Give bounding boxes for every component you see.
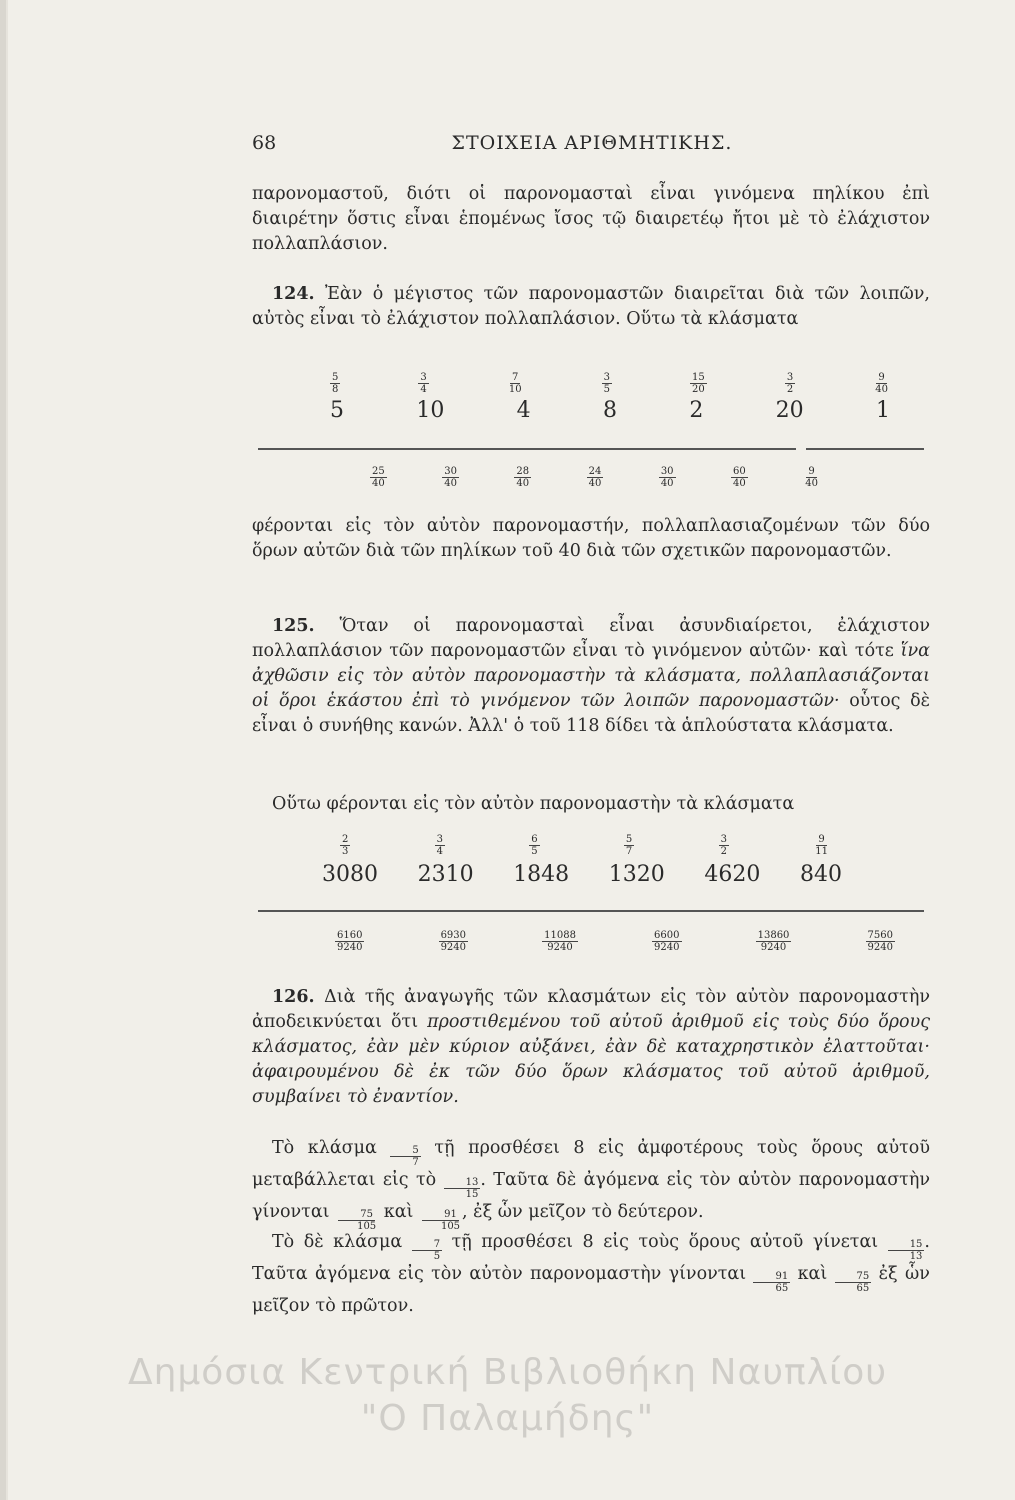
numerator: 3: [420, 372, 427, 383]
inline-fraction: [444, 1177, 481, 1200]
page-edge-inner: [6, 0, 8, 1500]
multiplier: 5: [330, 398, 344, 423]
section-text: Διὰ τῆς ἀναγωγῆς τῶν κλασμάτων εἰς τὸν αὐτὸν παρονομαστὴν ἀποδεικνύεται ὅτι: [252, 987, 930, 1032]
paragraph-text: φέρονται εἰς τὸν αὐτὸν παρονομαστήν, πολλαπλασιαζομένων τῶν δύο ὅρων αὐτῶν διὰ τῶν πηλίκων τοῦ 40 διὰ τῶν σχετικῶν παρονομαστῶν.: [252, 516, 930, 561]
denominator: 9240: [337, 942, 363, 953]
denominator: 15: [465, 1189, 479, 1200]
denominator: 3: [342, 846, 349, 857]
multiplier: 20: [775, 398, 804, 423]
fraction-row-d: [335, 930, 895, 953]
numerator: 6600: [654, 930, 680, 941]
paragraph-after-124: [252, 514, 930, 564]
multiplier-row-c: [322, 862, 842, 887]
numerator: 3: [786, 372, 794, 383]
denominator: 9240: [654, 942, 680, 953]
paragraph-125b: [252, 792, 930, 817]
denominator: 5: [531, 846, 538, 857]
fraction: [435, 834, 445, 857]
fraction: [439, 930, 468, 953]
numerator: 6160: [337, 930, 363, 941]
denominator: 2: [786, 384, 794, 395]
text: τῇ προσθέσει 8 εἰς ἀμφοτέρους τοὺς ὅρους αὐτοῦ μεταβάλλεται εἰς τὸ: [252, 1138, 930, 1190]
fraction: [624, 834, 634, 857]
fraction-row-a: [330, 372, 890, 395]
fraction: [602, 372, 612, 395]
fraction: [529, 834, 539, 857]
fraction: [542, 930, 578, 953]
denominator: 9240: [760, 942, 787, 953]
fraction: [340, 834, 350, 857]
multiplier: 8: [602, 398, 617, 423]
denominator: 40: [516, 478, 530, 489]
paragraph-text: Οὕτω φέρονται εἰς τὸν αὐτὸν παρονομαστὴν τὰ κλάσματα: [272, 794, 795, 814]
denominator: 2: [720, 846, 727, 857]
paragraph-continuation: [252, 182, 930, 257]
denominator: 9240: [867, 942, 893, 953]
numerator: 75: [835, 1271, 872, 1283]
fraction: [335, 930, 364, 953]
section-text: οὗτος δὲ εἶναι ὁ συνήθης κανών. Ἀλλ' ὁ τοῦ 118 δίδει τὰ ἁπλούστατα κλάσματα.: [252, 691, 930, 736]
paragraph-text: παρονομαστοῦ, διότι οἱ παρονομασταὶ εἶναι γινόμενα πηλίκου ἐπὶ διαιρέτην ὅστις εἶναι ἑπομένως ἴσος τῷ διαιρετέῳ ἤτοι μὲ τὸ ἐλάχιστον πολλαπλάσιον.: [252, 184, 930, 254]
denominator: 40: [875, 384, 888, 395]
numerator: 24: [588, 466, 602, 477]
denominator: 65: [856, 1283, 870, 1294]
section-text: Ἐὰν ὁ μέγιστος τῶν παρονομαστῶν διαιρεῖται διὰ τῶν λοιπῶν, αὐτὸς εἶναι τὸ ἐλάχιστον πολλαπλάσιον. Οὕτω τὰ κλάσματα: [252, 284, 930, 329]
text: Τὸ κλάσμα: [272, 1138, 377, 1158]
fraction: [866, 930, 895, 953]
numerator: 25: [372, 466, 385, 477]
numerator: 5: [625, 834, 633, 845]
fraction: [756, 930, 792, 953]
fraction: [330, 372, 340, 395]
multiplier: 1: [875, 398, 890, 423]
numerator: 91: [753, 1271, 790, 1283]
text: τῇ προσθέσει 8 εἰς τοὺς ὅρους αὐτοῦ γίνεται: [451, 1232, 879, 1252]
numerator: 5: [390, 1145, 420, 1157]
numerator: 11088: [544, 930, 576, 941]
numerator: 28: [516, 466, 530, 477]
multiplier: 2: [689, 398, 704, 423]
section-text: Ὅταν οἱ παρονομασταὶ εἶναι ἀσυνδιαίρετοι, ἐλάχιστον πολλαπλάσιον τῶν παρονομαστῶν εἶναι τὸ γινόμενον αὐτῶν· καὶ τότε: [252, 616, 930, 661]
fraction: [370, 466, 387, 489]
fraction: [719, 834, 729, 857]
fraction: [587, 466, 604, 489]
multiplier: 4620: [704, 862, 761, 887]
denominator: 40: [660, 478, 674, 489]
numerator: 75: [338, 1209, 375, 1221]
library-watermark-line1: Δημόσια Κεντρική Βιβλιοθήκη Ναυπλίου: [127, 1352, 888, 1393]
page-number: 68: [252, 132, 277, 154]
fraction: [731, 466, 748, 489]
denominator: 7: [412, 1157, 419, 1168]
denominator: 4: [436, 846, 444, 857]
multiplier: 10: [416, 398, 445, 423]
paragraph-126c: [252, 1230, 930, 1319]
multiplier-row-a: [330, 398, 890, 423]
numerator: 13: [444, 1177, 481, 1189]
divider-rule: [258, 910, 924, 912]
inline-fraction: [335, 1209, 378, 1232]
numerator: 9: [818, 834, 825, 845]
numerator: 9: [878, 372, 885, 383]
numerator: 7560: [867, 930, 893, 941]
numerator: 2: [342, 834, 349, 845]
fraction: [418, 372, 428, 395]
section-italic-text: προστιθεμένου τοῦ αὐτοῦ ἀριθμοῦ εἰς τοὺς δύο ὅρους κλάσματος, ἐὰν μὲν κύριον αὐξάνει, ἐὰν δὲ καταχρηστικὸν ἐλαττοῦται· ἀφαιρουμένου δὲ ἐκ τῶν δύο ὅρων κλάσματος τοῦ αὐτοῦ ἀριθμοῦ, συμβαίνει τὸ ἐναντίον.: [252, 1012, 930, 1107]
denominator: 40: [733, 478, 746, 489]
fraction: [514, 466, 531, 489]
fraction: [690, 372, 707, 395]
multiplier: 1848: [513, 862, 570, 887]
denominator: 8: [332, 384, 339, 395]
text: καὶ: [383, 1202, 414, 1222]
denominator: 9240: [440, 942, 467, 953]
numerator: 60: [733, 466, 746, 477]
running-title: ΣΤΟΙΧΕΙΑ ΑΡΙΘΜΗΤΙΚΗΣ.: [451, 132, 733, 154]
inline-fraction: [390, 1145, 420, 1168]
numerator: 30: [444, 466, 457, 477]
fraction-row-c: [340, 834, 830, 857]
inline-fraction: [753, 1271, 790, 1294]
text: ἐξ ὧν μεῖζον τὸ πρῶτον.: [252, 1264, 930, 1316]
inline-fraction: [412, 1239, 442, 1262]
denominator: 105: [440, 1221, 461, 1232]
text: . Ταῦτα δὲ ἀγόμενα εἰς τὸν αὐτὸν παρονομαστὴν γίνονται: [252, 1170, 930, 1222]
divider-rule: [806, 448, 924, 450]
text: , ἐξ ὧν μεῖζον τὸ δεύτερον.: [462, 1202, 704, 1222]
numerator: 5: [332, 372, 339, 383]
numerator: 3: [603, 372, 610, 383]
numerator: 9: [808, 466, 815, 477]
numerator: 91: [422, 1209, 459, 1221]
denominator: 40: [372, 478, 385, 489]
denominator: 40: [805, 478, 818, 489]
section-126: [252, 985, 930, 1110]
fraction-row-b: [370, 466, 820, 489]
inline-fraction: [419, 1209, 462, 1232]
denominator: 9240: [547, 942, 573, 953]
numerator: 6: [531, 834, 538, 845]
fraction: [785, 372, 795, 395]
page-header: [252, 132, 932, 162]
fraction: [803, 466, 820, 489]
denominator: 40: [588, 478, 602, 489]
denominator: 7: [625, 846, 633, 857]
paragraph-126b: [252, 1136, 930, 1232]
multiplier: 2310: [417, 862, 474, 887]
fraction: [442, 466, 459, 489]
section-125: [252, 614, 930, 739]
inline-fraction: [835, 1271, 872, 1294]
numerator: 7: [412, 1239, 442, 1251]
section-number: 125.: [272, 616, 315, 636]
denominator: 5: [433, 1251, 441, 1262]
denominator: 5: [603, 384, 610, 395]
numerator: 7: [512, 372, 519, 383]
denominator: 13: [909, 1251, 923, 1262]
multiplier: 840: [799, 862, 842, 887]
section-italic-text: ἵνα ἀχθῶσιν εἰς τὸν αὐτὸν παρονομαστὴν τὰ κλάσματα, πολλαπλασιάζονται οἱ ὅροι ἑκάστου ἐπὶ τὸ γινόμενον τῶν λοιπῶν παρονομαστῶν·: [252, 641, 930, 711]
numerator: 15: [692, 372, 705, 383]
section-number: 124.: [272, 284, 315, 304]
numerator: 3: [720, 834, 727, 845]
text: καὶ: [797, 1264, 828, 1284]
denominator: 4: [420, 384, 427, 395]
multiplier: 4: [516, 398, 531, 423]
section-124: [252, 282, 930, 332]
numerator: 6930: [440, 930, 467, 941]
denominator: 105: [357, 1221, 377, 1232]
denominator: 65: [775, 1283, 789, 1294]
fraction: [507, 372, 524, 395]
denominator: 11: [815, 846, 828, 857]
denominator: 40: [444, 478, 457, 489]
divider-rule: [258, 448, 796, 450]
library-watermark-line2: "Ο Παλαμήδης": [360, 1398, 655, 1439]
fraction: [873, 372, 890, 395]
numerator: 3: [436, 834, 444, 845]
fraction: [813, 834, 830, 857]
text: Τὸ δὲ κλάσμα: [272, 1232, 403, 1252]
fraction: [652, 930, 681, 953]
denominator: 20: [692, 384, 705, 395]
numerator: 13860: [757, 930, 790, 941]
numerator: 15: [888, 1239, 925, 1251]
multiplier: 1320: [608, 862, 665, 887]
section-number: 126.: [272, 987, 315, 1007]
fraction: [659, 466, 676, 489]
inline-fraction: [888, 1239, 925, 1262]
numerator: 30: [660, 466, 674, 477]
denominator: 10: [508, 384, 522, 395]
multiplier: 3080: [322, 862, 378, 887]
text: . Ταῦτα ἀγόμενα εἰς τὸν αὐτὸν παρονομαστὴν γίνονται: [252, 1232, 930, 1284]
